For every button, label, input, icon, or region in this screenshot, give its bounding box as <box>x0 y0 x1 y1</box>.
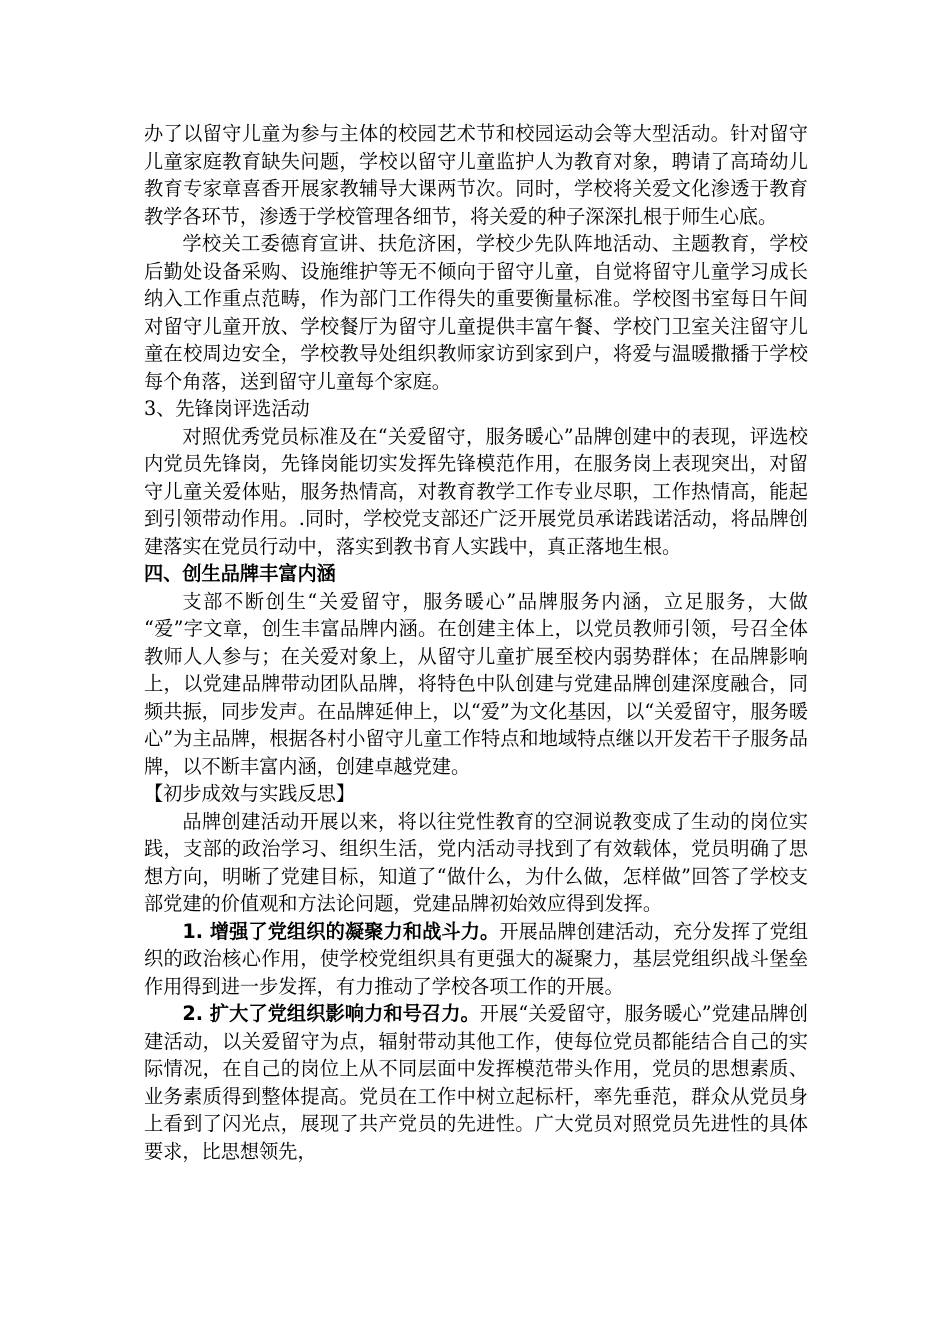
paragraph-result-1 <box>144 918 808 1001</box>
paragraph-result-2 <box>144 1000 808 1165</box>
paragraph-continuation: 办了以留守儿童为参与主体的校园艺术节和校园运动会等大型活动。针对留守儿童家庭教育缺失问题，学校以留守儿童监护人为教育对象，聘请了高琦幼儿教育专家章喜香开展家教辅导大课两节次。同时，学校将关爱文化渗透于教育教学各环节，渗透于学校管理各细节，将关爱的种子深深扎根于师生心底。 <box>144 122 808 228</box>
paragraph-departments: 学校关工委德育宣讲、扶危济困，学校少先队阵地活动、主题教育，学校后勤处设备采购、设施维护等无不倾向于留守儿童，自觉将留守儿童学习成长纳入工作重点范畴，作为部门工作得失的重要衡量标准。学校图书室每日午间对留守儿童开放、学校餐厅为留守儿童提供丰富午餐、学校门卫室关注留守儿童在校周边安全，学校教导处组织教师家访到家到户，将爱与温暖撒播于学校每个角落，送到留守儿童每个家庭。 <box>144 232 808 393</box>
section-heading-results-reflection: 【初步成效与实践反思】 <box>144 782 356 805</box>
section-heading-brand-connotation: 四、创生品牌丰富内涵 <box>144 562 336 585</box>
paragraph-results-intro: 品牌创建活动开展以来，将以往党性教育的空洞说教变成了生动的岗位实践，支部的政治学习、组织生活，党内活动寻找到了有效载体，党员明确了思想方向，明晰了党建目标，知道了“做什么，为什么做，怎样做”回答了学校支部党建的价值观和方法论问题，党建品牌初始效应得到发挥。 <box>144 809 808 915</box>
document-page <box>144 120 808 1165</box>
result-2-lead: 2. 扩大了党组织影响力和号召力。 <box>182 1002 480 1025</box>
result-1-body: 开展品牌创建活动，充分发挥了党组织的政治核心作用，使学校党组织具有更强大的凝聚力，基层党组织战斗堡垒作用得到进一步发挥，有力推动了学校各项工作的开展。 <box>144 919 808 998</box>
subheading-pioneer-post: 3、先锋岗评选活动 <box>144 397 310 420</box>
result-1-lead: 1. 增强了党组织的凝聚力和战斗力。 <box>182 919 500 943</box>
paragraph-pioneer-post: 对照优秀党员标准及在“关爱留守，服务暖心”品牌创建中的表现，评选校内党员先锋岗，先锋岗能切实发挥先锋模范作用，在服务岗上表现突出，对留守儿童关爱体贴，服务热情高，对教育教学工作专业尽职，工作热情高，能起到引领带动作用。.同时，学校党支部还广泛开展党员承诺践诺活动，将品牌创建落实在党员行动中，落实到教书育人实践中，真正落地生根。 <box>144 424 808 558</box>
paragraph-brand-connotation: 支部不断创生“关爱留守，服务暖心”品牌服务内涵，立足服务，大做 “爱”字文章，创生丰富品牌内涵。在创建主体上，以党员教师引领，号召全体教师人人参与；在关爱对象上，从留守儿童扩展至校内弱势群体；在品牌影响上，以党建品牌带动团队品牌，将特色中队创建与党建品牌创建深度融合，同频共振，同步发声。在品牌延伸上，以“爱”为文化基因，以“关爱留守，服务暖心”为主品牌，根据各村小留守儿童工作特点和地域特点继以开发若干子服务品牌，以不断丰富内涵，创建卓越党建。 <box>144 589 808 778</box>
result-2-body: 开展“关爱留守，服务暖心”党建品牌创建活动，以关爱留守为点，辐射带动其他工作，使每位党员都能结合自己的实际情况，在自己的岗位上从不同层面中发挥模范带头作用，党员的思想素质、业务素质得到整体提高。党员在工作中树立起标杆，率先垂范，群众从党员身上看到了闪光点，展现了共产党员的先进性。广大党员对照党员先进性的具体要求，比思想领先， <box>144 1002 808 1163</box>
